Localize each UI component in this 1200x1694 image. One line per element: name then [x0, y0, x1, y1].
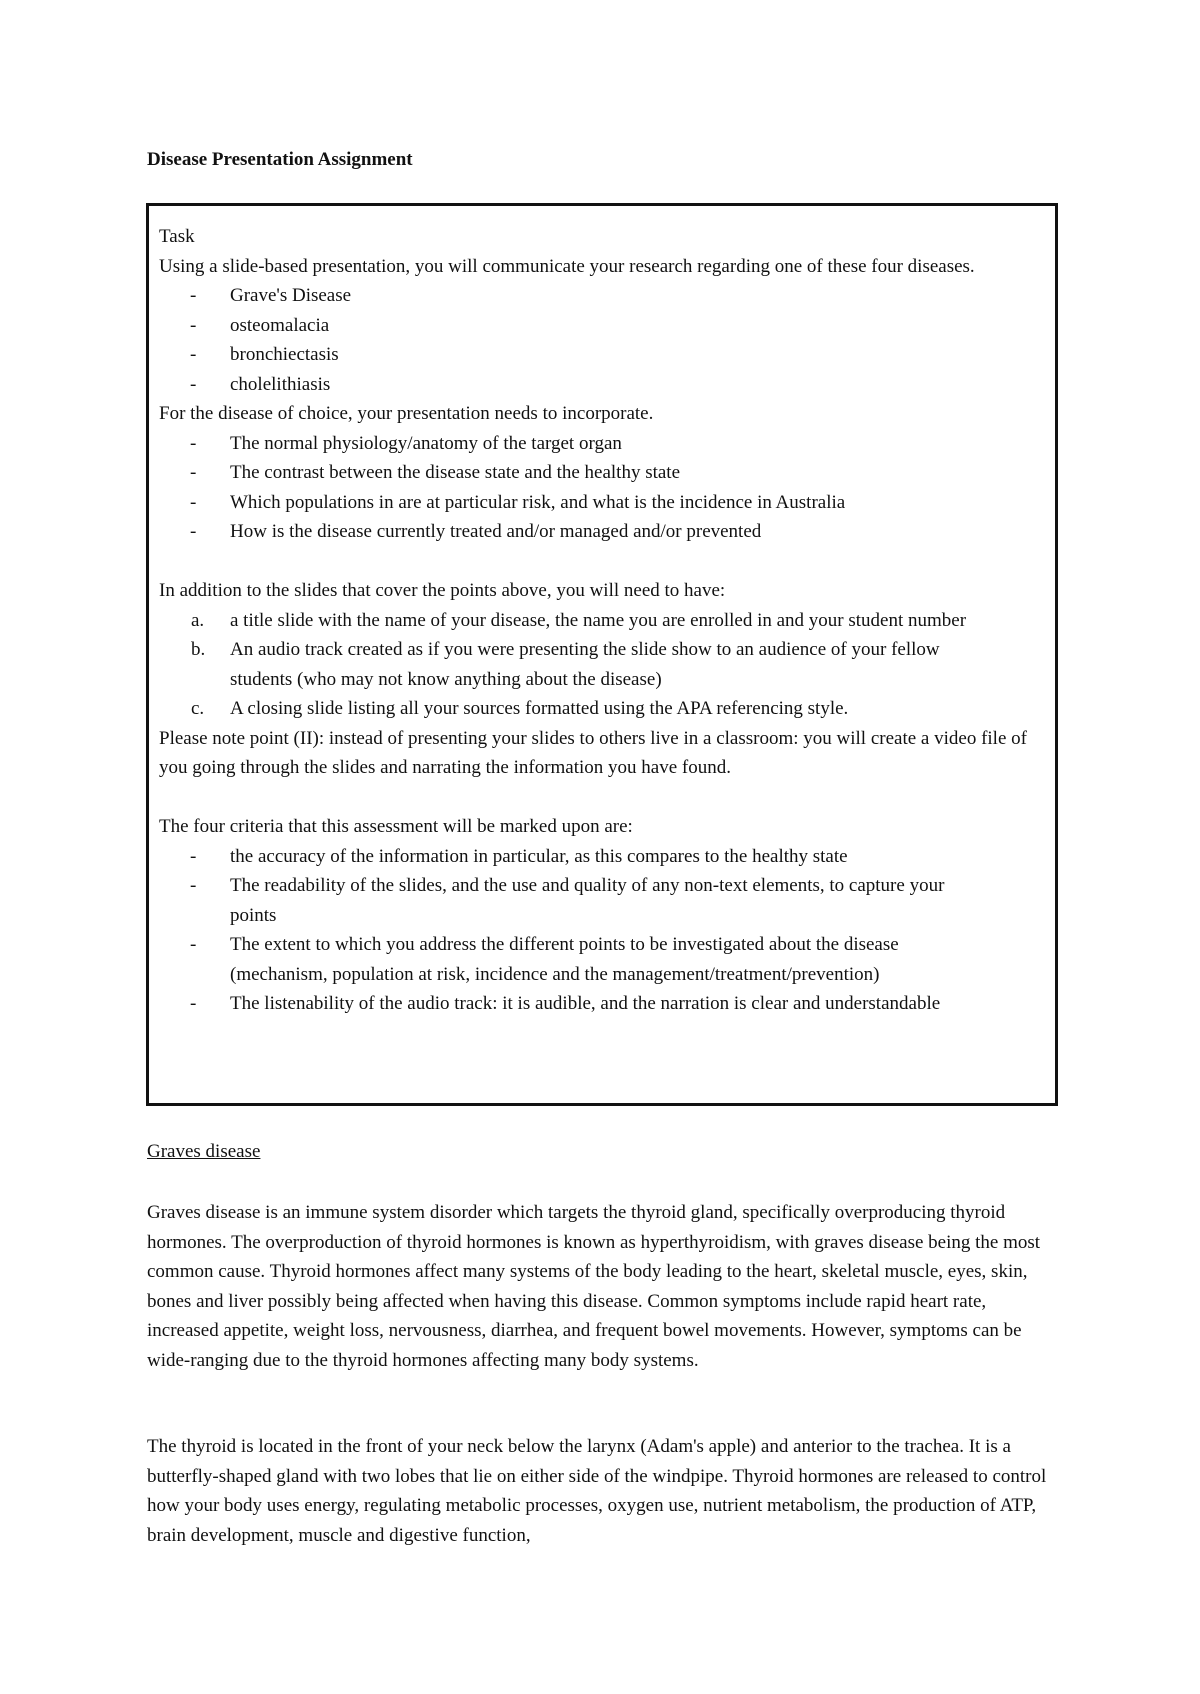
disease-list	[159, 281, 1045, 399]
list-marker: -	[190, 432, 197, 454]
additional-intro: In addition to the slides that cover the points above, you will need to have:	[159, 580, 726, 601]
list-marker: -	[190, 875, 197, 896]
list-marker: -	[190, 285, 197, 306]
list-marker: -	[190, 462, 197, 483]
spacer	[159, 783, 1045, 813]
list-marker: -	[190, 373, 197, 395]
task-intro: Using a slide-based presentation, you will communicate your research regarding one of these four diseases.	[159, 255, 975, 277]
criteria-list	[159, 842, 1045, 1019]
list-item-text: cholelithiasis	[230, 373, 331, 395]
list-item	[159, 370, 1045, 400]
list-item-text: bronchiectasis	[230, 344, 339, 365]
list-item-text: the accuracy of the information in particular, as this compares to the healthy state	[230, 845, 848, 867]
incorporate-intro: For the disease of choice, your presentation needs to incorporate.	[159, 403, 654, 424]
criteria-intro: The four criteria that this assessment will be marked upon are:	[159, 816, 633, 837]
list-item-text: The readability of the slides, and the use and quality of any non-text elements, to capture your points	[230, 875, 945, 926]
section-heading-graves: Graves disease	[147, 1141, 261, 1162]
list-marker: -	[190, 491, 197, 513]
list-item-text: An audio track created as if you were presenting the slide show to an audience of your fellow students (who may not know anything about the disease)	[230, 639, 940, 690]
list-marker: a.	[191, 609, 205, 631]
list-item	[159, 429, 1045, 459]
list-item-text: How is the disease currently treated and/or managed and/or prevented	[230, 521, 762, 542]
list-item-text: osteomalacia	[230, 314, 330, 336]
list-item-text: A closing slide listing all your sources formatted using the APA referencing style.	[230, 698, 849, 719]
list-item	[159, 871, 990, 930]
list-item-text: The extent to which you address the different points to be investigated about the disease (mechanism, population at risk, incidence and the management/treatment/prevention)	[230, 934, 899, 985]
list-marker: -	[190, 993, 197, 1014]
task-box	[146, 203, 1058, 1106]
list-item	[159, 930, 990, 989]
list-item	[159, 340, 1045, 370]
list-item-text: Grave's Disease	[230, 285, 352, 306]
list-item	[159, 458, 1045, 488]
document-title: Disease Presentation Assignment	[147, 149, 413, 170]
list-item	[159, 842, 1045, 872]
list-item	[159, 517, 1045, 547]
graves-paragraph-2: The thyroid is located in the front of your neck below the larynx (Adam's apple) and anterior to the trachea. It is a butterfly-shaped gland with two lobes that lie on either side of the windpipe. Thyroid hormones are released to control how your body uses energy, regulating metabolic processes, oxygen use, nutrient metabolism, the production of ATP, brain development, muscle and digestive function,	[147, 1436, 1047, 1546]
list-item-text: The listenability of the audio track: it is audible, and the narration is clear and understandable	[230, 993, 941, 1014]
incorporate-list	[159, 429, 1045, 547]
task-heading: Task	[159, 226, 195, 247]
list-item-text: The contrast between the disease state and the healthy state	[230, 462, 681, 483]
list-marker: -	[190, 314, 197, 336]
list-item-text: The normal physiology/anatomy of the target organ	[230, 432, 622, 454]
list-marker: -	[190, 845, 197, 867]
list-item	[159, 694, 1045, 724]
list-item	[159, 311, 1045, 341]
note-paragraph: Please note point (II): instead of presenting your slides to others live in a classroom: you will create a video file of you going through the slides and narrating the information you have found.	[159, 727, 1027, 778]
graves-paragraph-1: Graves disease is an immune system disorder which targets the thyroid gland, specifically overproducing thyroid hormones. The overproduction of thyroid hormones is known as hyperthyroidism, with graves disease being the most common cause. Thyroid hormones affect many systems of the body leading to the heart, skeletal muscle, eyes, skin, bones and liver possibly being affected when having this disease. Common symptoms include rapid heart rate, increased appetite, weight loss, nervousness, diarrhea, and frequent bowel movements. However, symptoms can be wide-ranging due to the thyroid hormones affecting many body systems.	[147, 1202, 1041, 1371]
list-marker: -	[190, 934, 197, 955]
list-item-text: a title slide with the name of your disease, the name you are enrolled in and your student number	[230, 609, 967, 631]
list-item	[159, 606, 990, 636]
spacer	[159, 547, 1045, 577]
list-item	[159, 989, 990, 1019]
list-item	[159, 488, 1045, 518]
list-item	[159, 635, 990, 694]
list-marker: c.	[191, 698, 205, 719]
list-marker: b.	[191, 639, 206, 660]
list-marker: -	[190, 344, 197, 365]
additional-list	[159, 606, 1045, 724]
list-marker: -	[190, 521, 197, 542]
list-item-text: Which populations in are at particular risk, and what is the incidence in Australia	[230, 491, 846, 513]
list-item	[159, 281, 1045, 311]
